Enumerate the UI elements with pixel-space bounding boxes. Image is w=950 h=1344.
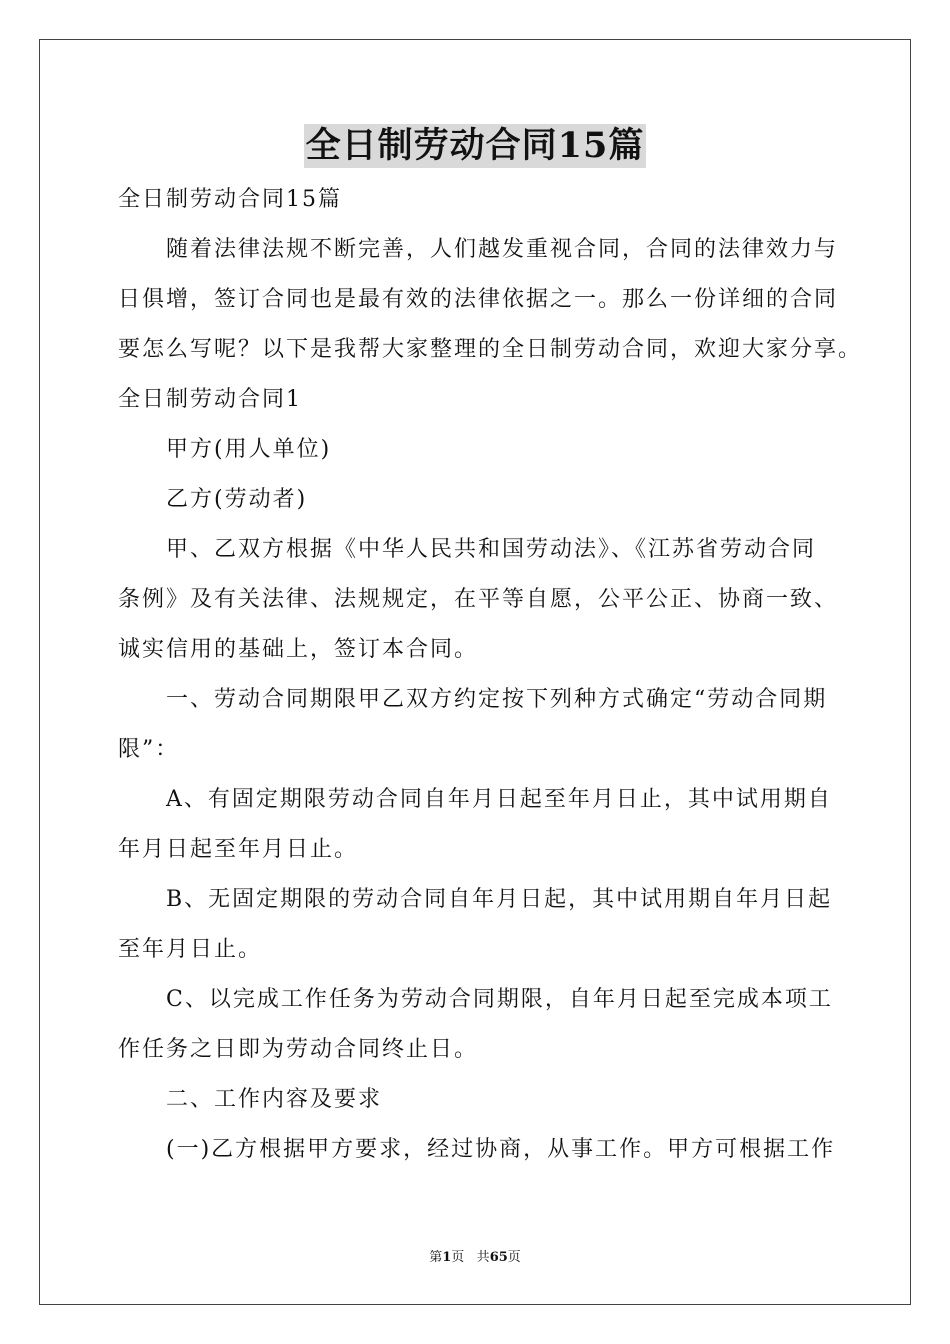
text-line: C、以完成工作任务为劳动合同期限，自年月日起至完成本项工 (166, 987, 833, 1012)
text-line: 随着法律法规不断完善，人们越发重视合同，合同的法律效力与 (166, 237, 839, 262)
total-prefix: 共 (476, 1250, 490, 1265)
page-suffix: 页 (451, 1250, 465, 1265)
total-suffix: 页 (507, 1250, 521, 1265)
text-line: 二、工作内容及要求 (166, 1087, 383, 1112)
page-footer (0, 1246, 950, 1265)
text-line: B、无固定期限的劳动合同自年月日起，其中试用期自年月日起 (166, 887, 833, 912)
text-line: 甲、乙双方根据《中华人民共和国劳动法》、《江苏省劳动合同 (166, 537, 817, 562)
text-line: 全日制劳动合同1 (118, 387, 302, 412)
text-line: 至年月日止。 (118, 937, 263, 962)
page-prefix: 第 (429, 1250, 443, 1265)
page-border (39, 39, 911, 1305)
text-line: 乙方(劳动者) (166, 487, 308, 512)
text-line: 日俱增，签订合同也是最有效的法律依据之一。那么一份详细的合同 (118, 287, 839, 312)
text-line: 一、劳动合同期限甲乙双方约定按下列种方式确定“劳动合同期 (166, 687, 828, 712)
text-line: 限”： (118, 737, 180, 762)
text-line: 条例》及有关法律、法规规定，在平等自愿，公平公正、协商一致、 (118, 587, 839, 612)
page-number: 1 (442, 1250, 452, 1265)
text-line: 甲方(用人单位) (166, 437, 332, 462)
text-line: (一)乙方根据甲方要求，经过协商，从事工作。甲方可根据工作 (166, 1137, 836, 1162)
text-line: 全日制劳动合同15篇 (118, 187, 342, 212)
text-line: 作任务之日即为劳动合同终止日。 (118, 1037, 479, 1062)
text-line: 诚实信用的基础上，签订本合同。 (118, 637, 479, 662)
text-line: 要怎么写呢？以下是我帮大家整理的全日制劳动合同，欢迎大家分享。 (118, 337, 863, 362)
document-title: 全日制劳动合同15篇 (305, 125, 645, 166)
document-title-block (0, 124, 950, 168)
total-pages: 65 (489, 1250, 508, 1265)
text-line: A、有固定期限劳动合同自年月日起至年月日止，其中试用期自 (166, 787, 832, 812)
text-line: 年月日起至年月日止。 (118, 837, 359, 862)
